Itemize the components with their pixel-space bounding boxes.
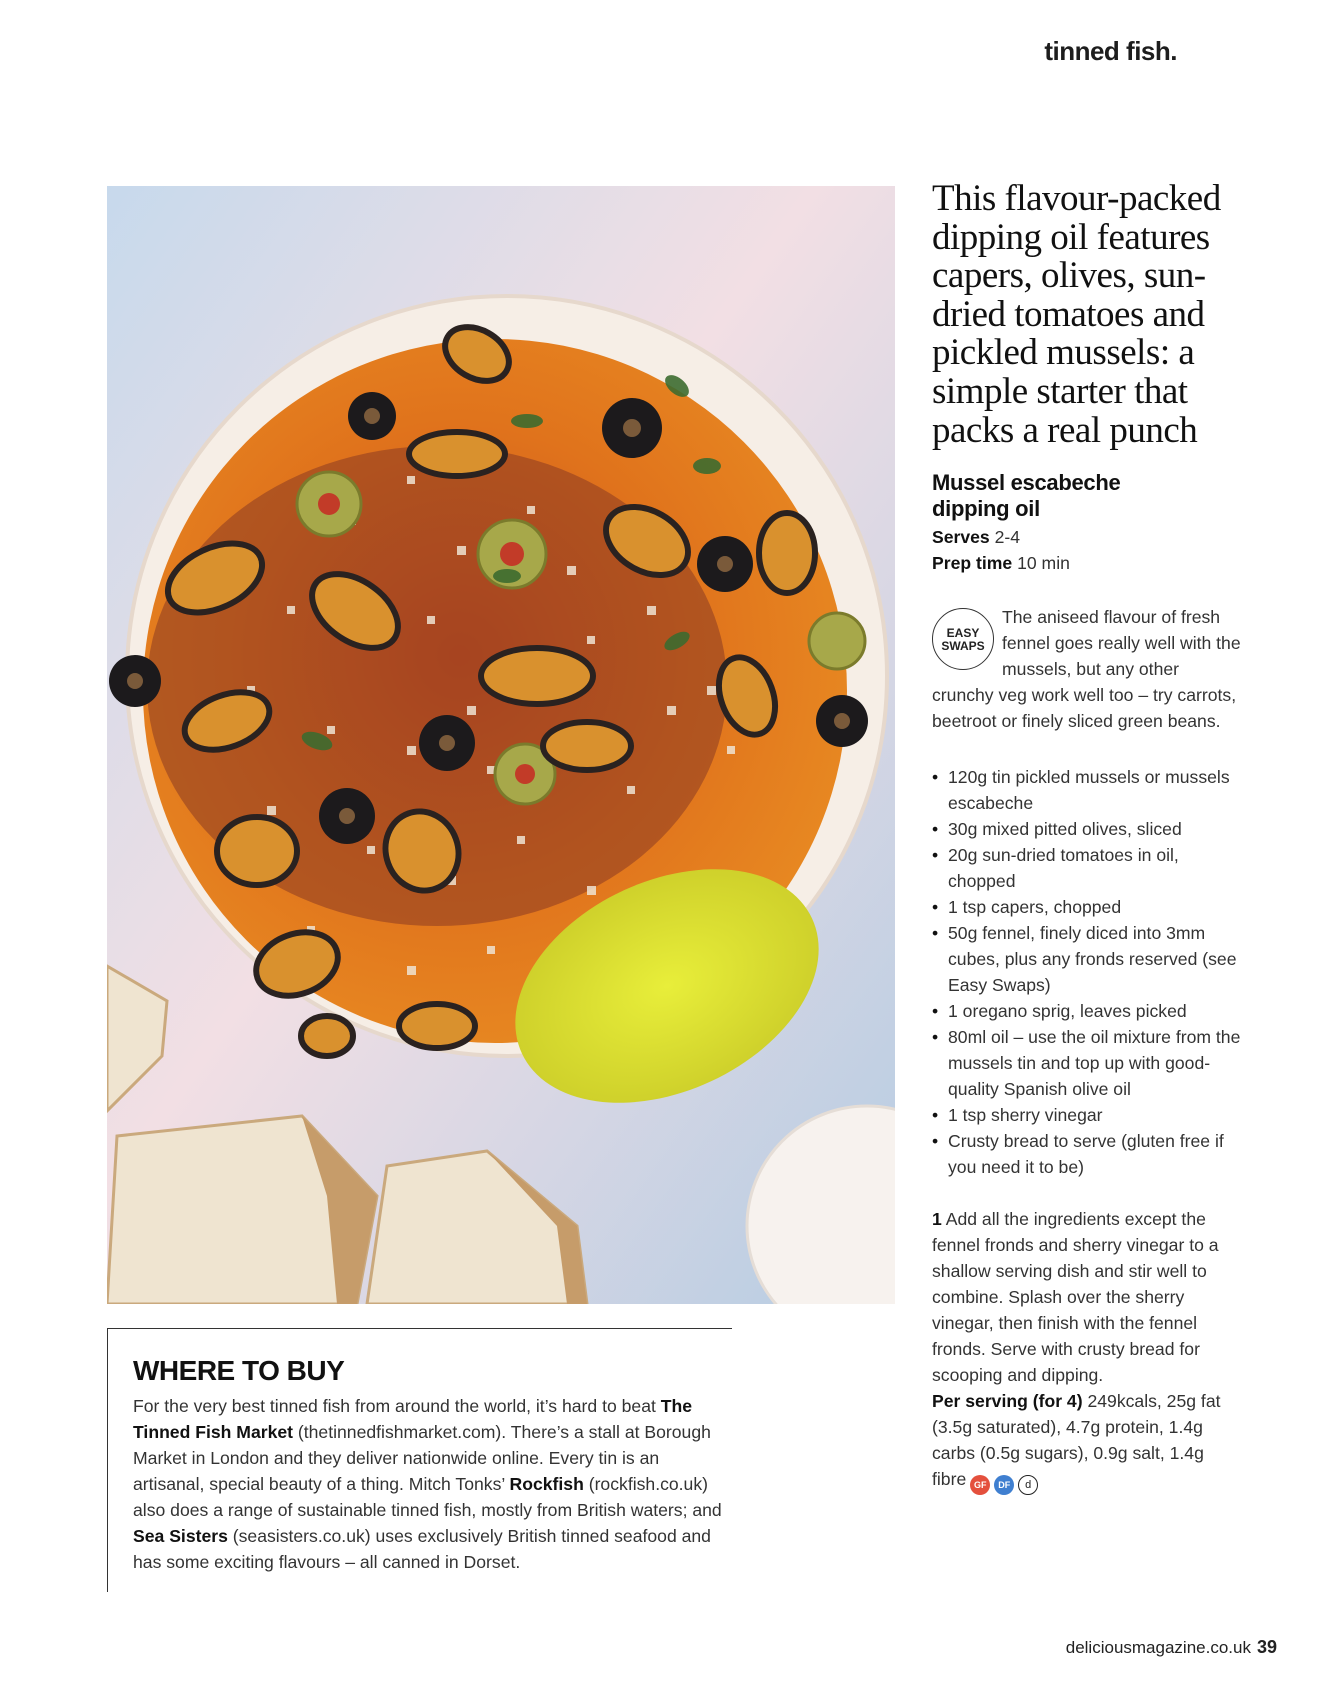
gluten-free-icon: GF [970, 1475, 990, 1495]
recipe-photo [107, 186, 895, 1304]
ingredient-item: • 1 tsp sherry vinegar [932, 1102, 1242, 1128]
ingredient-item: • Crusty bread to serve (gluten free if you need it to be) [932, 1128, 1242, 1180]
recipe-panel [932, 470, 1242, 1495]
where-to-buy-text-part: (seasisters.co.uk) uses exclusively British tinned seafood and has some exciting flavours – all canned in Dorset. [133, 1526, 711, 1572]
easy-swaps-badge-line2: SWAPS [941, 639, 985, 653]
serves-label: Serves [932, 527, 990, 547]
nutrition-text: 249kcals, 25g fat (3.5g saturated), 4.7g protein, 1.4g carbs (0.5g sugars), 0.9g salt, 1.4g fibre [932, 1391, 1221, 1489]
diet-icons [970, 1475, 1038, 1495]
recipe-title-line2: dipping oil [932, 496, 1040, 521]
shop-name-rockfish: Rockfish [509, 1474, 584, 1494]
easy-swaps [932, 604, 1242, 734]
nutrition-info [932, 1388, 1242, 1495]
method-step [932, 1206, 1242, 1388]
ingredient-item: • 120g tin pickled mussels or mussels escabeche [932, 764, 1242, 816]
easy-swaps-badge-line1: EASY [946, 626, 980, 640]
where-to-buy-text-part: For the very best tinned fish from around the world, it’s hard to beat [133, 1396, 661, 1416]
footer-site: deliciousmagazine.co.uk [1065, 1638, 1251, 1657]
recipe-meta [932, 524, 1242, 576]
ingredient-item: • 1 tsp capers, chopped [932, 894, 1242, 920]
where-to-buy-text-part: (thetinnedfishmarket.com). There’s a stall at Borough Market in London and they deliver nationwide online. Every tin is an artisanal, special beauty of a thing. Mitch Tonks’ [133, 1422, 711, 1494]
method-step-text: Add all the ingredients except the fennel fronds and sherry vinegar to a shallow serving dish and stir well to combine. Splash over the sherry vinegar, then finish with the fennel fronds. Serve with crusty bread for scooping and dipping. [932, 1209, 1219, 1385]
section-label: tinned fish. [1044, 36, 1177, 66]
delicious-icon: d [1018, 1475, 1038, 1495]
nutrition-label: Per serving (for 4) [932, 1391, 1083, 1411]
prep-label: Prep time [932, 553, 1013, 573]
ingredients-list [932, 764, 1242, 1180]
ingredient-item: • 50g fennel, finely diced into 3mm cubes, plus any fronds reserved (see Easy Swaps) [932, 920, 1242, 998]
headline: This flavour-packed dipping oil features capers, olives, sun-dried tomatoes and pickled mussels: a simple starter that packs a real punch [932, 178, 1221, 451]
recipe-title-line1: Mussel escabeche [932, 470, 1121, 495]
shop-name-sea-sisters: Sea Sisters [133, 1526, 228, 1546]
recipe-title [932, 470, 1242, 522]
where-to-buy-text-part: (rockfish.co.uk) also does a range of sustainable tinned fish, mostly from British waters; and [133, 1474, 722, 1520]
easy-swaps-badge [932, 608, 994, 670]
method-step-number: 1 [932, 1209, 942, 1229]
dairy-free-icon: DF [994, 1475, 1014, 1495]
where-to-buy-box [107, 1328, 732, 1592]
prep-value: 10 min [1017, 553, 1070, 573]
ingredient-item: • 30g mixed pitted olives, sliced [932, 816, 1242, 842]
page-footer [1066, 1637, 1277, 1658]
ingredient-item: • 80ml oil – use the oil mixture from the mussels tin and top up with good-quality Spanish olive oil [932, 1024, 1242, 1102]
where-to-buy-title: WHERE TO BUY [133, 1355, 345, 1386]
ingredient-item: • 1 oregano sprig, leaves picked [932, 998, 1242, 1024]
where-to-buy-text [133, 1393, 723, 1575]
page-number: 39 [1256, 1637, 1277, 1657]
easy-swaps-text: The aniseed flavour of fresh fennel goes really well with the mussels, but any other crunchy veg work well too – try carrots, beetroot or finely sliced green beans. [932, 607, 1241, 731]
ingredient-item: • 20g sun-dried tomatoes in oil, chopped [932, 842, 1242, 894]
shop-name-tinned-fish-market: The Tinned Fish Market [133, 1396, 693, 1442]
serves-value: 2-4 [994, 527, 1021, 547]
